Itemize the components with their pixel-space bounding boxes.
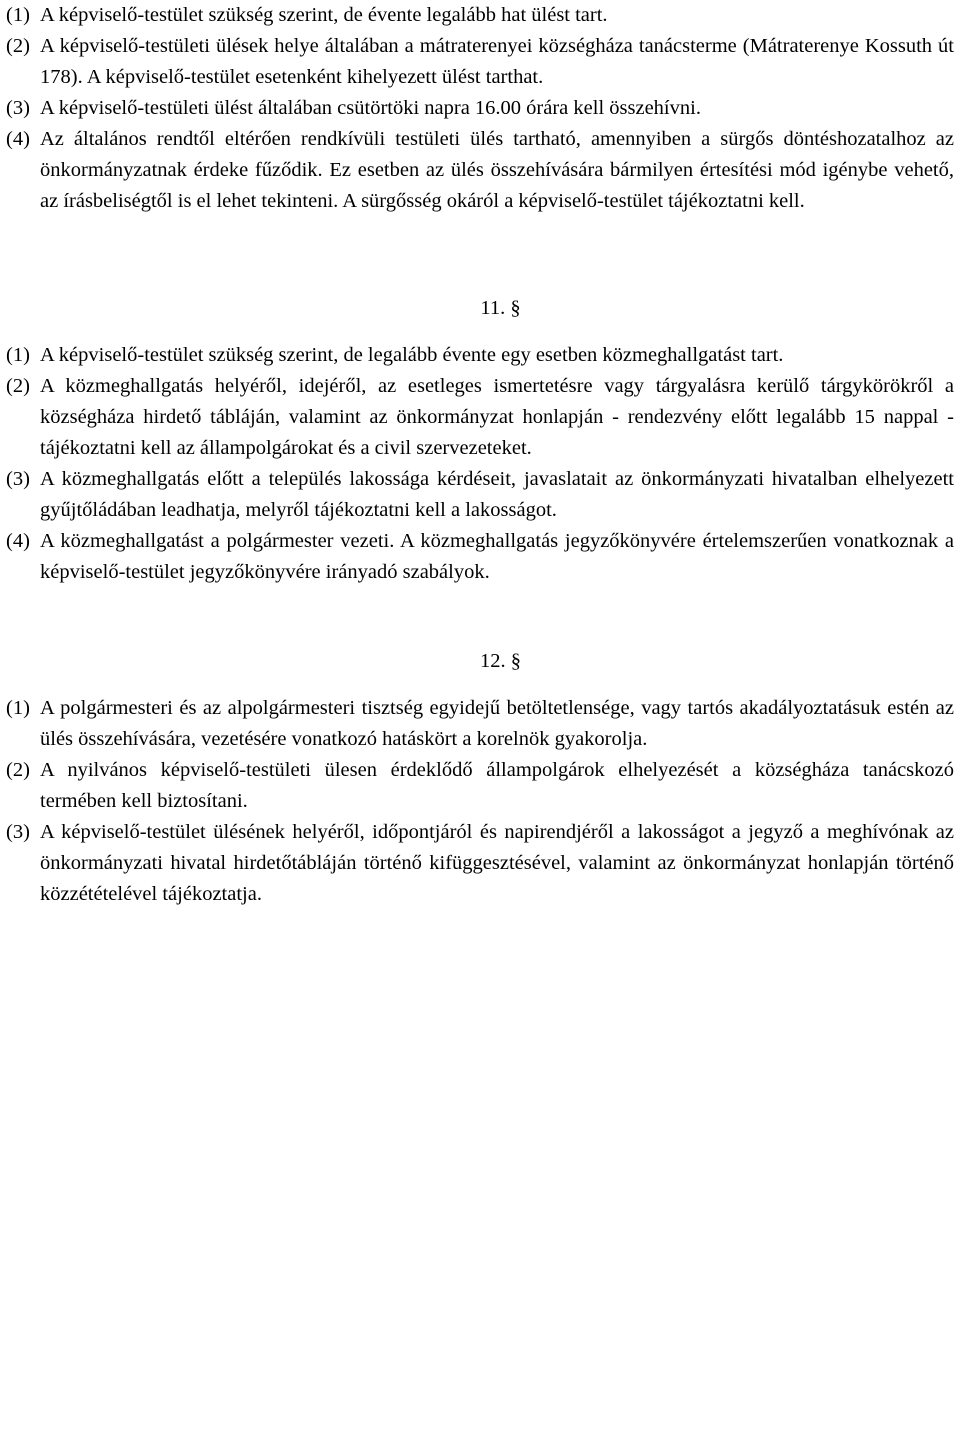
paragraph xyxy=(6,817,960,910)
paragraph-number: (1) xyxy=(6,344,30,366)
paragraph xyxy=(6,93,960,124)
paragraph-number: (1) xyxy=(6,697,30,719)
paragraph xyxy=(6,526,960,588)
paragraph-text: Az általános rendtől eltérően rendkívüli testületi ülés tartható, amennyiben a sürgős döntéshozatalhoz az önkormányzatnak érdeke fűződik. Ez esetben az ülés összehívására bármilyen értesítési mód igénybe vehető, az írásbeliségtől is el lehet tekinteni. A sürgősség okáról a képviselő-testület tájékoztatni kell. xyxy=(40,128,954,212)
paragraph-number: (3) xyxy=(6,468,30,490)
paragraph-text: A polgármesteri és az alpolgármesteri tisztség egyidejű betöltetlensége, vagy tartós akadályoztatásuk estén az ülés összehívására, vezetésére vonatkozó hatáskört a korelnök gyakorolja. xyxy=(40,697,954,750)
paragraph-text: A képviselő-testület ülésének helyéről, időpontjáról és napirendjéről a lakosságot a jegyző a meghívónak az önkormányzati hivatal hirdetőtábláján történő kifüggesztésével, valamint az önkormányzat honlapján történő közzétételével tájékoztatja. xyxy=(40,821,954,905)
paragraph-number: (4) xyxy=(6,530,30,552)
section-heading: 11. § xyxy=(480,297,521,319)
paragraph xyxy=(6,693,960,755)
section-heading: 12. § xyxy=(480,650,521,672)
paragraph-number: (3) xyxy=(6,97,30,119)
section-10 xyxy=(6,0,960,217)
paragraph xyxy=(6,31,960,93)
paragraph-text: A képviselő-testület szükség szerint, de legalább évente egy esetben közmeghallgatást tart. xyxy=(40,344,784,366)
paragraph-text: A képviselő-testületi ülést általában csütörtöki napra 16.00 órára kell összehívni. xyxy=(40,97,701,119)
paragraph-number: (2) xyxy=(6,759,30,781)
paragraph-text: A közmeghallgatást a polgármester vezeti. A közmeghallgatás jegyzőkönyvére értelemszerűen vonatkoznak a képviselő-testület jegyzőkönyvére irányadó szabályok. xyxy=(40,530,954,583)
paragraph-text: A képviselő-testület szükség szerint, de évente legalább hat ülést tart. xyxy=(40,4,608,26)
paragraph-number: (2) xyxy=(6,375,30,397)
paragraph-number: (1) xyxy=(6,4,30,26)
paragraph-text: A közmeghallgatás előtt a település lakossága kérdéseit, javaslatait az önkormányzati hivatalban elhelyezett gyűjtőládában leadhatja, melyről tájékoztatni kell a lakosságot. xyxy=(40,468,954,521)
paragraph-number: (4) xyxy=(6,128,30,150)
paragraph xyxy=(6,371,960,464)
paragraph-number: (3) xyxy=(6,821,30,843)
paragraph xyxy=(6,340,960,371)
paragraph-text: A képviselő-testületi ülések helye általában a mátraterenyei községháza tanácsterme (Mátraterenye Kossuth út 178). A képviselő-testület esetenként kihelyezett ülést tarthat. xyxy=(40,35,954,88)
paragraph xyxy=(6,124,960,217)
paragraph-text: A nyilvános képviselő-testületi ülesen érdeklődő állampolgárok elhelyezését a községháza tanácskozó termében kell biztosítani. xyxy=(40,759,954,812)
paragraph xyxy=(6,464,960,526)
paragraph-number: (2) xyxy=(6,35,30,57)
paragraph xyxy=(6,0,960,31)
section-11 xyxy=(6,340,960,588)
paragraph-text: A közmeghallgatás helyéről, idejéről, az esetleges ismertetésre vagy tárgyalásra kerülő tárgykörökről a községháza hirdető tábláján, valamint az önkormányzat honlapján - rendezvény előtt legalább 15 nappal - tájékoztatni kell az állampolgárokat és a civil szervezeteket. xyxy=(40,375,954,459)
paragraph xyxy=(6,755,960,817)
section-12 xyxy=(6,693,960,910)
